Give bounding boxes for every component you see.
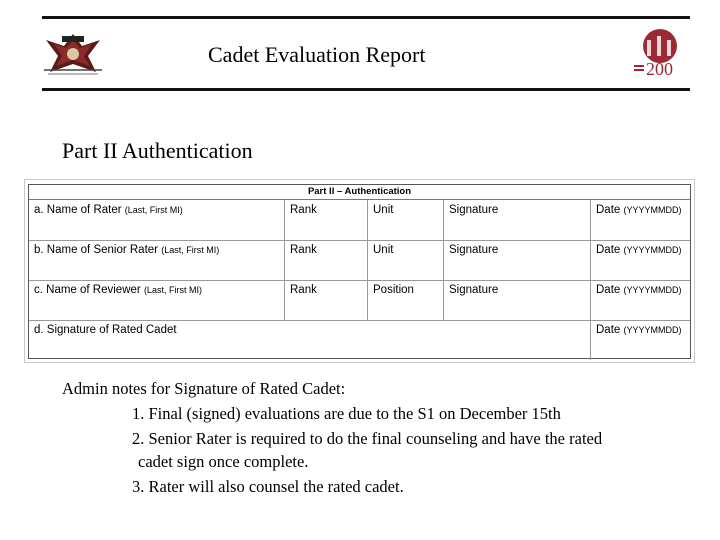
notes-heading: Admin notes for Signature of Rated Cadet: [62,379,346,398]
field-label: Signature [449,204,499,216]
field-label: Rank [290,284,317,296]
note-item: 2. Senior Rater is required to do the final counseling and have the rated [132,429,603,448]
field-hint: (YYYYMMDD) [623,325,682,335]
field-hint: (Last, First MI) [161,245,220,255]
field-hint: (YYYYMMDD) [623,285,682,295]
rater-rank-field[interactable] [284,200,367,240]
reviewer-date-field[interactable] [590,280,689,320]
field-label: c. Name of Reviewer [34,284,141,296]
field-label: Position [373,284,414,296]
senior-rater-date-field[interactable] [590,240,689,280]
field-label: Unit [373,244,394,256]
header-bottom-rule [42,88,690,91]
field-hint: (Last, First MI) [124,205,183,215]
rated-cadet-date-field[interactable] [590,320,689,360]
table-row-rater [29,200,690,241]
rater-name-field[interactable] [29,200,284,240]
field-label: Date [596,244,621,256]
field-hint: (YYYYMMDD) [623,245,682,255]
table-row-rated-cadet [29,320,690,360]
reviewer-name-field[interactable] [29,280,284,320]
field-label: Unit [373,204,394,216]
field-label: Date [596,204,621,216]
logo-number: 200 [646,59,673,78]
section-title: Part II Authentication [62,138,253,163]
rater-date-field[interactable] [590,200,689,240]
field-label: d. Signature of Rated Cadet [34,324,177,336]
rater-unit-field[interactable] [367,200,443,240]
reviewer-rank-field[interactable] [284,280,367,320]
reviewer-position-field[interactable] [367,280,443,320]
field-hint: (YYYYMMDD) [623,205,682,215]
field-label: Signature [449,244,499,256]
field-label: a. Name of Rater [34,204,122,216]
senior-rater-rank-field[interactable] [284,240,367,280]
field-hint: (Last, First MI) [143,285,202,295]
rated-cadet-signature-field[interactable] [29,320,590,360]
field-label: Rank [290,244,317,256]
authentication-form [24,179,695,363]
header-top-rule [42,16,690,19]
reviewer-signature-field[interactable] [443,280,590,320]
table-row-reviewer [29,280,690,321]
field-label: Date [596,284,621,296]
note-item: 3. Rater will also counsel the rated cadet. [132,477,404,496]
form-table [28,184,691,359]
bicentennial-200-logo-icon [630,26,688,78]
field-label: b. Name of Senior Rater [34,244,159,256]
senior-rater-unit-field[interactable] [367,240,443,280]
rater-signature-field[interactable] [443,200,590,240]
form-heading: Part II – Authentication [29,185,690,200]
note-item: 1. Final (signed) evaluations are due to the S1 on December 15th [132,404,561,423]
table-row-senior-rater [29,240,690,281]
field-label: Date [596,324,621,336]
field-label: Rank [290,204,317,216]
field-label: Signature [449,284,499,296]
senior-rater-name-field[interactable] [29,240,284,280]
eagle-crest-logo-icon [40,30,106,78]
note-item-continued: cadet sign once complete. [138,452,309,471]
senior-rater-signature-field[interactable] [443,240,590,280]
page-title: Cadet Evaluation Report [208,42,426,67]
